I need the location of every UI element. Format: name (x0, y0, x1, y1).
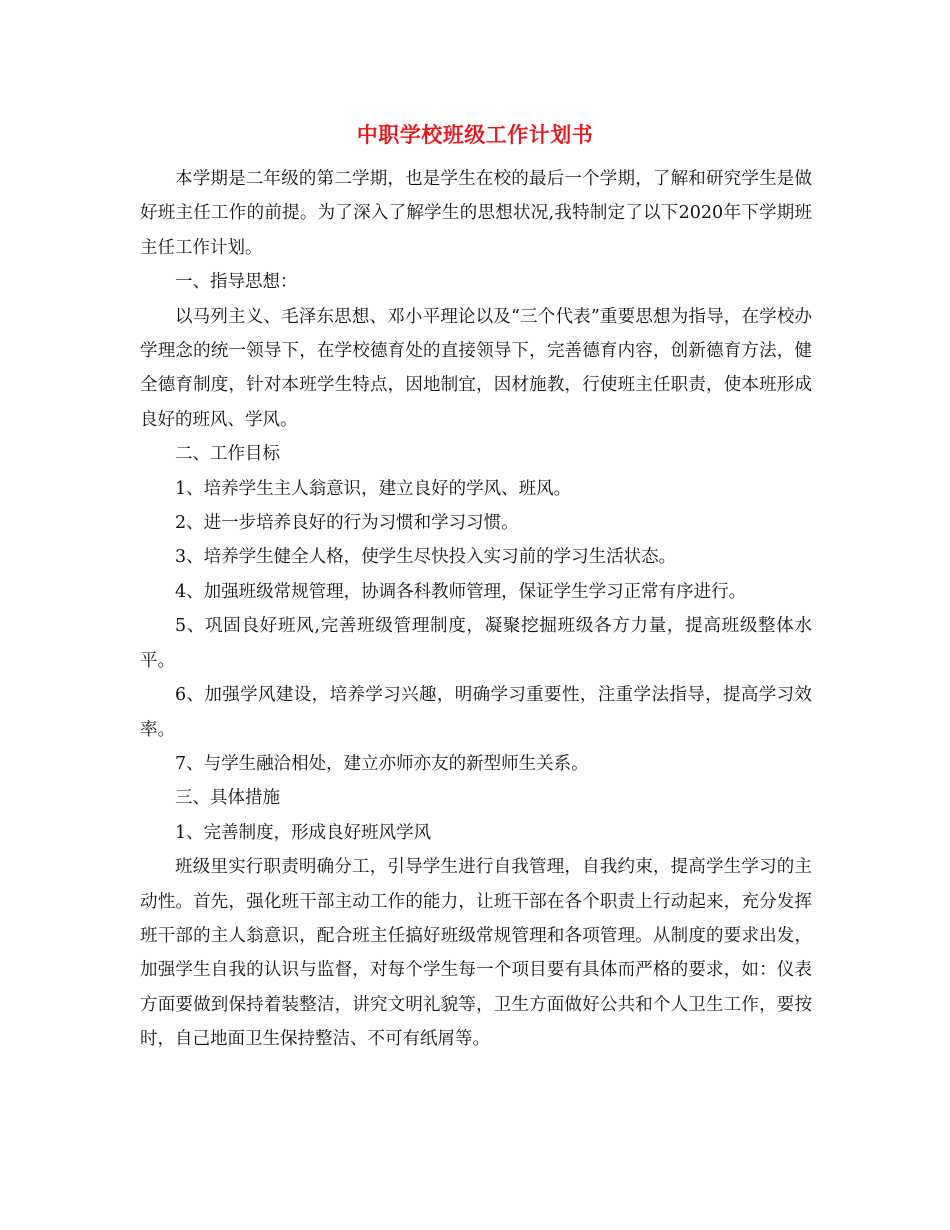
list-item: 4、加强班级常规管理，协调各科教师管理，保证学生学习正常有序进行。 (175, 581, 747, 602)
list-item: 7、与学生融洽相处，建立亦师亦友的新型师生关系。 (175, 753, 589, 774)
list-item: 5、巩固良好班风,完善班级管理制度，凝聚挖掘班级各方力量，提高班级整体水平。 (140, 616, 812, 671)
subsection-heading: 1、完善制度，形成良好班风学风 (175, 822, 432, 843)
paragraph: 以马列主义、毛泽东思想、邓小平理论以及“三个代表”重要思想为指导，在学校办学理念的统一领导下，在学校德育处的直接领导下，完善德育内容，创新德育方法，健全德育制度，针对本班学生特点，因地制宜，因材施教，行使班主任职责，使本班形成良好的班风、学风。 (140, 306, 812, 430)
list-item: 3、培养学生健全人格，使学生尽快投入实习前的学习生活状态。 (175, 547, 677, 568)
list-item: 1、培养学生主人翁意识，建立良好的学风、班风。 (175, 478, 572, 499)
list-item: 2、进一步培养良好的行为习惯和学习习惯。 (175, 513, 519, 534)
document-body (140, 162, 812, 1057)
section-heading: 一、指导思想： (175, 272, 298, 293)
section-heading: 三、具体措施 (175, 788, 280, 809)
section-heading: 二、工作目标 (175, 444, 280, 465)
document-title: 中职学校班级工作计划书 (356, 122, 594, 147)
paragraph: 班级里实行职责明确分工，引导学生进行自我管理，自我约束，提高学生学习的主动性。首先，强化班干部主动工作的能力，让班干部在各个职责上行动起来，充分发挥班干部的主人翁意识，配合班主任搞好班级常规管理和各项管理。从制度的要求出发，加强学生自我的认识与监督，对每个学生每一个项目要有具体而严格的要求，如：仪表方面要做到保持着装整洁，讲究文明礼貌等，卫生方面做好公共和个人卫生工作，要按时，自己地面卫生保持整洁、不可有纸屑等。 (140, 857, 812, 1050)
list-item: 6、加强学风建设，培养学习兴趣，明确学习重要性，注重学法指导，提高学习效率。 (140, 685, 812, 740)
paragraph: 本学期是二年级的第二学期，也是学生在校的最后一个学期，了解和研究学生是做好班主任工作的前提。为了深入了解学生的思想状况,我特制定了以下2020年下学期班主任工作计划。 (140, 169, 812, 258)
